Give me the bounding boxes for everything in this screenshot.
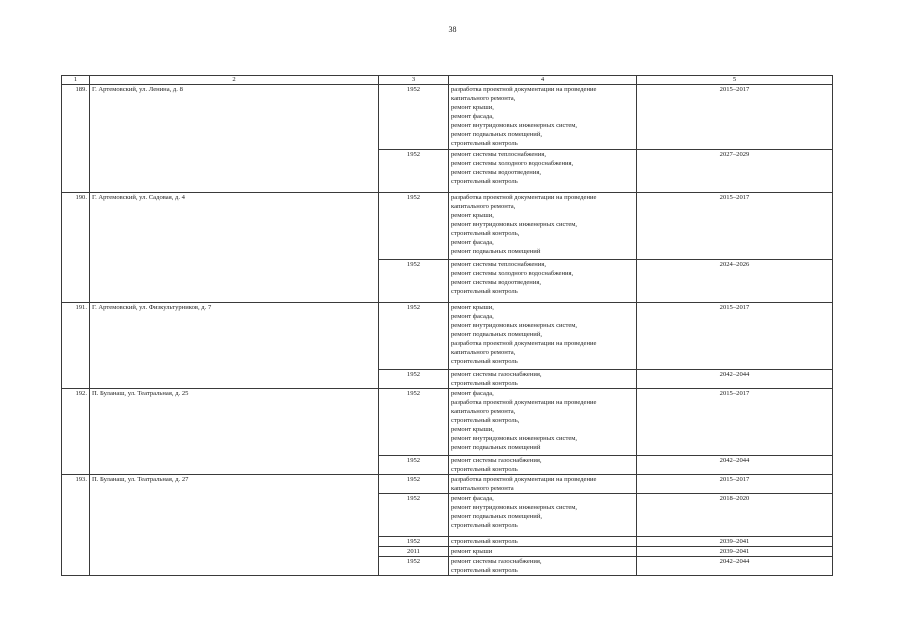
construction-year: 1952 xyxy=(379,260,449,303)
building-address: Г. Артемовский, ул. Физкультурников, д. 7 xyxy=(90,303,379,389)
planned-period: 2015–2017 xyxy=(637,193,833,260)
repair-work-item: ремонт системы газоснабжения, xyxy=(451,558,542,565)
construction-year: 1952 xyxy=(379,193,449,260)
repair-work-item: строительный контроль xyxy=(451,358,518,365)
repair-work-item: ремонт крыши xyxy=(451,548,493,555)
repair-work-item: ремонт фасада, xyxy=(451,113,494,120)
entry-number: 190. xyxy=(62,193,90,303)
repair-work-item: ремонт системы холодного водоснабжения, xyxy=(451,270,574,277)
building-address: П. Буланаш, ул. Театральная, д. 27 xyxy=(90,475,379,576)
repair-work-item: ремонт системы газоснабжения, xyxy=(451,457,542,464)
repair-work-item: ремонт системы водоотведения, xyxy=(451,279,542,286)
repair-work-item: ремонт внутридомовых инженерных систем, xyxy=(451,322,578,329)
repair-work-item: ремонт крыши, xyxy=(451,304,494,311)
repair-works xyxy=(449,150,637,193)
repair-works xyxy=(449,537,637,547)
repair-work-item: разработка проектной документации на проведение xyxy=(451,86,597,93)
repair-work-item: строительный контроль xyxy=(451,140,518,147)
repair-works xyxy=(449,557,637,576)
repair-works xyxy=(449,370,637,389)
repair-work-item: строительный контроль xyxy=(451,567,518,574)
construction-year: 1952 xyxy=(379,389,449,456)
repair-work-item: ремонт внутридомовых инженерных систем, xyxy=(451,122,578,129)
building-address: П. Буланаш, ул. Театральная, д. 25 xyxy=(90,389,379,475)
column-header: 1 xyxy=(62,76,90,85)
construction-year: 1952 xyxy=(379,494,449,537)
repair-work-item: капитального ремонта, xyxy=(451,95,516,102)
repair-work-item: ремонт фасада, xyxy=(451,313,494,320)
table-row xyxy=(62,193,833,260)
capital-repair-table xyxy=(61,75,833,576)
repair-work-item: разработка проектной документации на проведение xyxy=(451,476,597,483)
repair-work-item: ремонт системы газоснабжения, xyxy=(451,371,542,378)
repair-work-item: строительный контроль, xyxy=(451,230,520,237)
repair-work-item: строительный контроль xyxy=(451,288,518,295)
repair-work-item: строительный контроль xyxy=(451,466,518,473)
planned-period: 2042–2044 xyxy=(637,456,833,475)
repair-work-item: ремонт крыши, xyxy=(451,104,494,111)
repair-work-item: ремонт внутридомовых инженерных систем, xyxy=(451,435,578,442)
planned-period: 2042–2044 xyxy=(637,557,833,576)
repair-work-item: строительный контроль xyxy=(451,178,518,185)
repair-work-item: ремонт фасада, xyxy=(451,239,494,246)
construction-year: 1952 xyxy=(379,370,449,389)
column-header: 4 xyxy=(449,76,637,85)
repair-work-item: ремонт подвальных помещений, xyxy=(451,331,542,338)
planned-period: 2039–2041 xyxy=(637,547,833,557)
repair-work-item: ремонт подвальных помещений xyxy=(451,444,541,451)
repair-work-item: капитального ремонта, xyxy=(451,408,516,415)
planned-period: 2015–2017 xyxy=(637,475,833,494)
repair-work-item: ремонт фасада, xyxy=(451,495,494,502)
planned-period: 2039–2041 xyxy=(637,537,833,547)
repair-work-item: капитального ремонта xyxy=(451,485,514,492)
construction-year: 1952 xyxy=(379,557,449,576)
construction-year: 1952 xyxy=(379,150,449,193)
entry-number: 191. xyxy=(62,303,90,389)
repair-work-item: разработка проектной документации на проведение xyxy=(451,340,597,347)
repair-work-item: ремонт крыши, xyxy=(451,212,494,219)
repair-work-item: ремонт фасада, xyxy=(451,390,494,397)
planned-period: 2015–2017 xyxy=(637,389,833,456)
repair-works xyxy=(449,260,637,303)
construction-year: 2011 xyxy=(379,547,449,557)
repair-works xyxy=(449,456,637,475)
planned-period: 2018–2020 xyxy=(637,494,833,537)
construction-year: 1952 xyxy=(379,537,449,547)
construction-year: 1952 xyxy=(379,303,449,370)
repair-works xyxy=(449,475,637,494)
column-number-row xyxy=(62,76,833,85)
planned-period: 2042–2044 xyxy=(637,370,833,389)
repair-work-item: ремонт системы водоотведения, xyxy=(451,169,542,176)
repair-work-item: ремонт внутридомовых инженерных систем, xyxy=(451,504,578,511)
construction-year: 1952 xyxy=(379,475,449,494)
planned-period: 2015–2017 xyxy=(637,303,833,370)
repair-work-item: ремонт системы холодного водоснабжения, xyxy=(451,160,574,167)
repair-work-item: разработка проектной документации на проведение xyxy=(451,194,597,201)
construction-year: 1952 xyxy=(379,456,449,475)
repair-work-item: капитального ремонта, xyxy=(451,203,516,210)
repair-work-item: строительный контроль xyxy=(451,538,518,545)
repair-works xyxy=(449,547,637,557)
column-header: 3 xyxy=(379,76,449,85)
table-row xyxy=(62,389,833,456)
building-address: Г. Артемовский, ул. Ленина, д. 8 xyxy=(90,85,379,193)
repair-work-item: строительный контроль xyxy=(451,522,518,529)
repair-work-item: ремонт системы теплоснабжения, xyxy=(451,261,546,268)
repair-works xyxy=(449,303,637,370)
repair-work-item: строительный контроль xyxy=(451,380,518,387)
construction-year: 1952 xyxy=(379,85,449,150)
entry-number: 189. xyxy=(62,85,90,193)
repair-work-item: ремонт подвальных помещений xyxy=(451,248,541,255)
repair-work-item: ремонт внутридомовых инженерных систем, xyxy=(451,221,578,228)
repair-work-item: ремонт системы теплоснабжения, xyxy=(451,151,546,158)
entry-number: 193. xyxy=(62,475,90,576)
column-header: 5 xyxy=(637,76,833,85)
repair-works xyxy=(449,193,637,260)
repair-works xyxy=(449,494,637,537)
building-address: Г. Артемовский, ул. Садовая, д. 4 xyxy=(90,193,379,303)
repair-work-item: строительный контроль, xyxy=(451,417,520,424)
planned-period: 2015–2017 xyxy=(637,85,833,150)
page-number: 38 xyxy=(448,25,457,34)
repair-work-item: ремонт подвальных помещений, xyxy=(451,131,542,138)
planned-period: 2024–2026 xyxy=(637,260,833,303)
table-row xyxy=(62,475,833,494)
repair-work-item: разработка проектной документации на проведение xyxy=(451,399,597,406)
repair-works xyxy=(449,85,637,150)
repair-work-item: капитального ремонта, xyxy=(451,349,516,356)
repair-works xyxy=(449,389,637,456)
planned-period: 2027–2029 xyxy=(637,150,833,193)
entry-number: 192. xyxy=(62,389,90,475)
repair-work-item: ремонт подвальных помещений, xyxy=(451,513,542,520)
table-row xyxy=(62,303,833,370)
table-row xyxy=(62,85,833,150)
repair-work-item: ремонт крыши, xyxy=(451,426,494,433)
column-header: 2 xyxy=(90,76,379,85)
